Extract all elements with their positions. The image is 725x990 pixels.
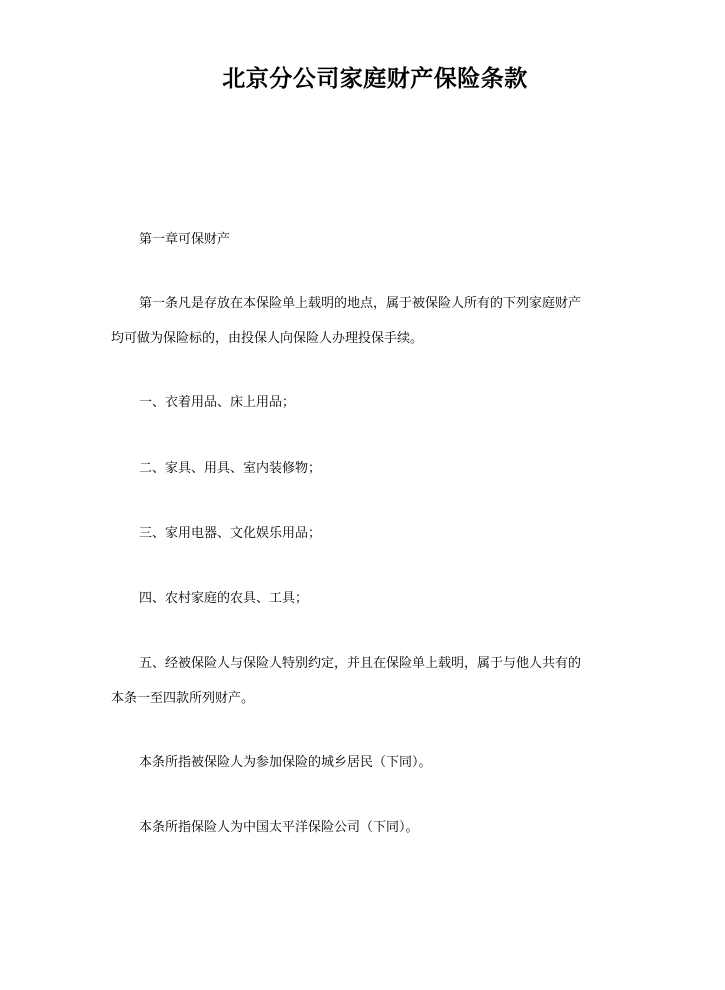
- list-item: 一、衣着用品、床上用品；: [139, 395, 296, 410]
- list-item: 四、农村家庭的农具、工具；: [139, 591, 309, 606]
- list-item: 三、家用电器、文化娱乐用品；: [139, 526, 322, 541]
- article-1-line-2: 均可做为保险标的，由投保人向保险人办理投保手续。: [111, 331, 424, 346]
- list-item: 二、家具、用具、室内装修物；: [139, 461, 322, 476]
- list-item-5: [111, 646, 641, 716]
- document-title: 北京分公司家庭财产保险条款: [222, 66, 528, 92]
- note-insurer: 本条所指保险人为中国太平洋保险公司（下同）。: [139, 820, 419, 835]
- list-item-5-line-1: 五、经被保险人与保险人特别约定，并且在保险单上载明，属于与他人共有的: [139, 656, 582, 671]
- note-insured: 本条所指被保险人为参加保险的城乡居民（下同）。: [139, 755, 432, 770]
- article-1-line-1: 第一条凡是存放在本保险单上载明的地点，属于被保险人所有的下列家庭财产: [139, 296, 582, 311]
- article-1: [111, 286, 641, 356]
- chapter-heading: 第一章可保财产: [139, 232, 231, 247]
- list-item-5-line-2: 本条一至四款所列财产。: [111, 691, 255, 706]
